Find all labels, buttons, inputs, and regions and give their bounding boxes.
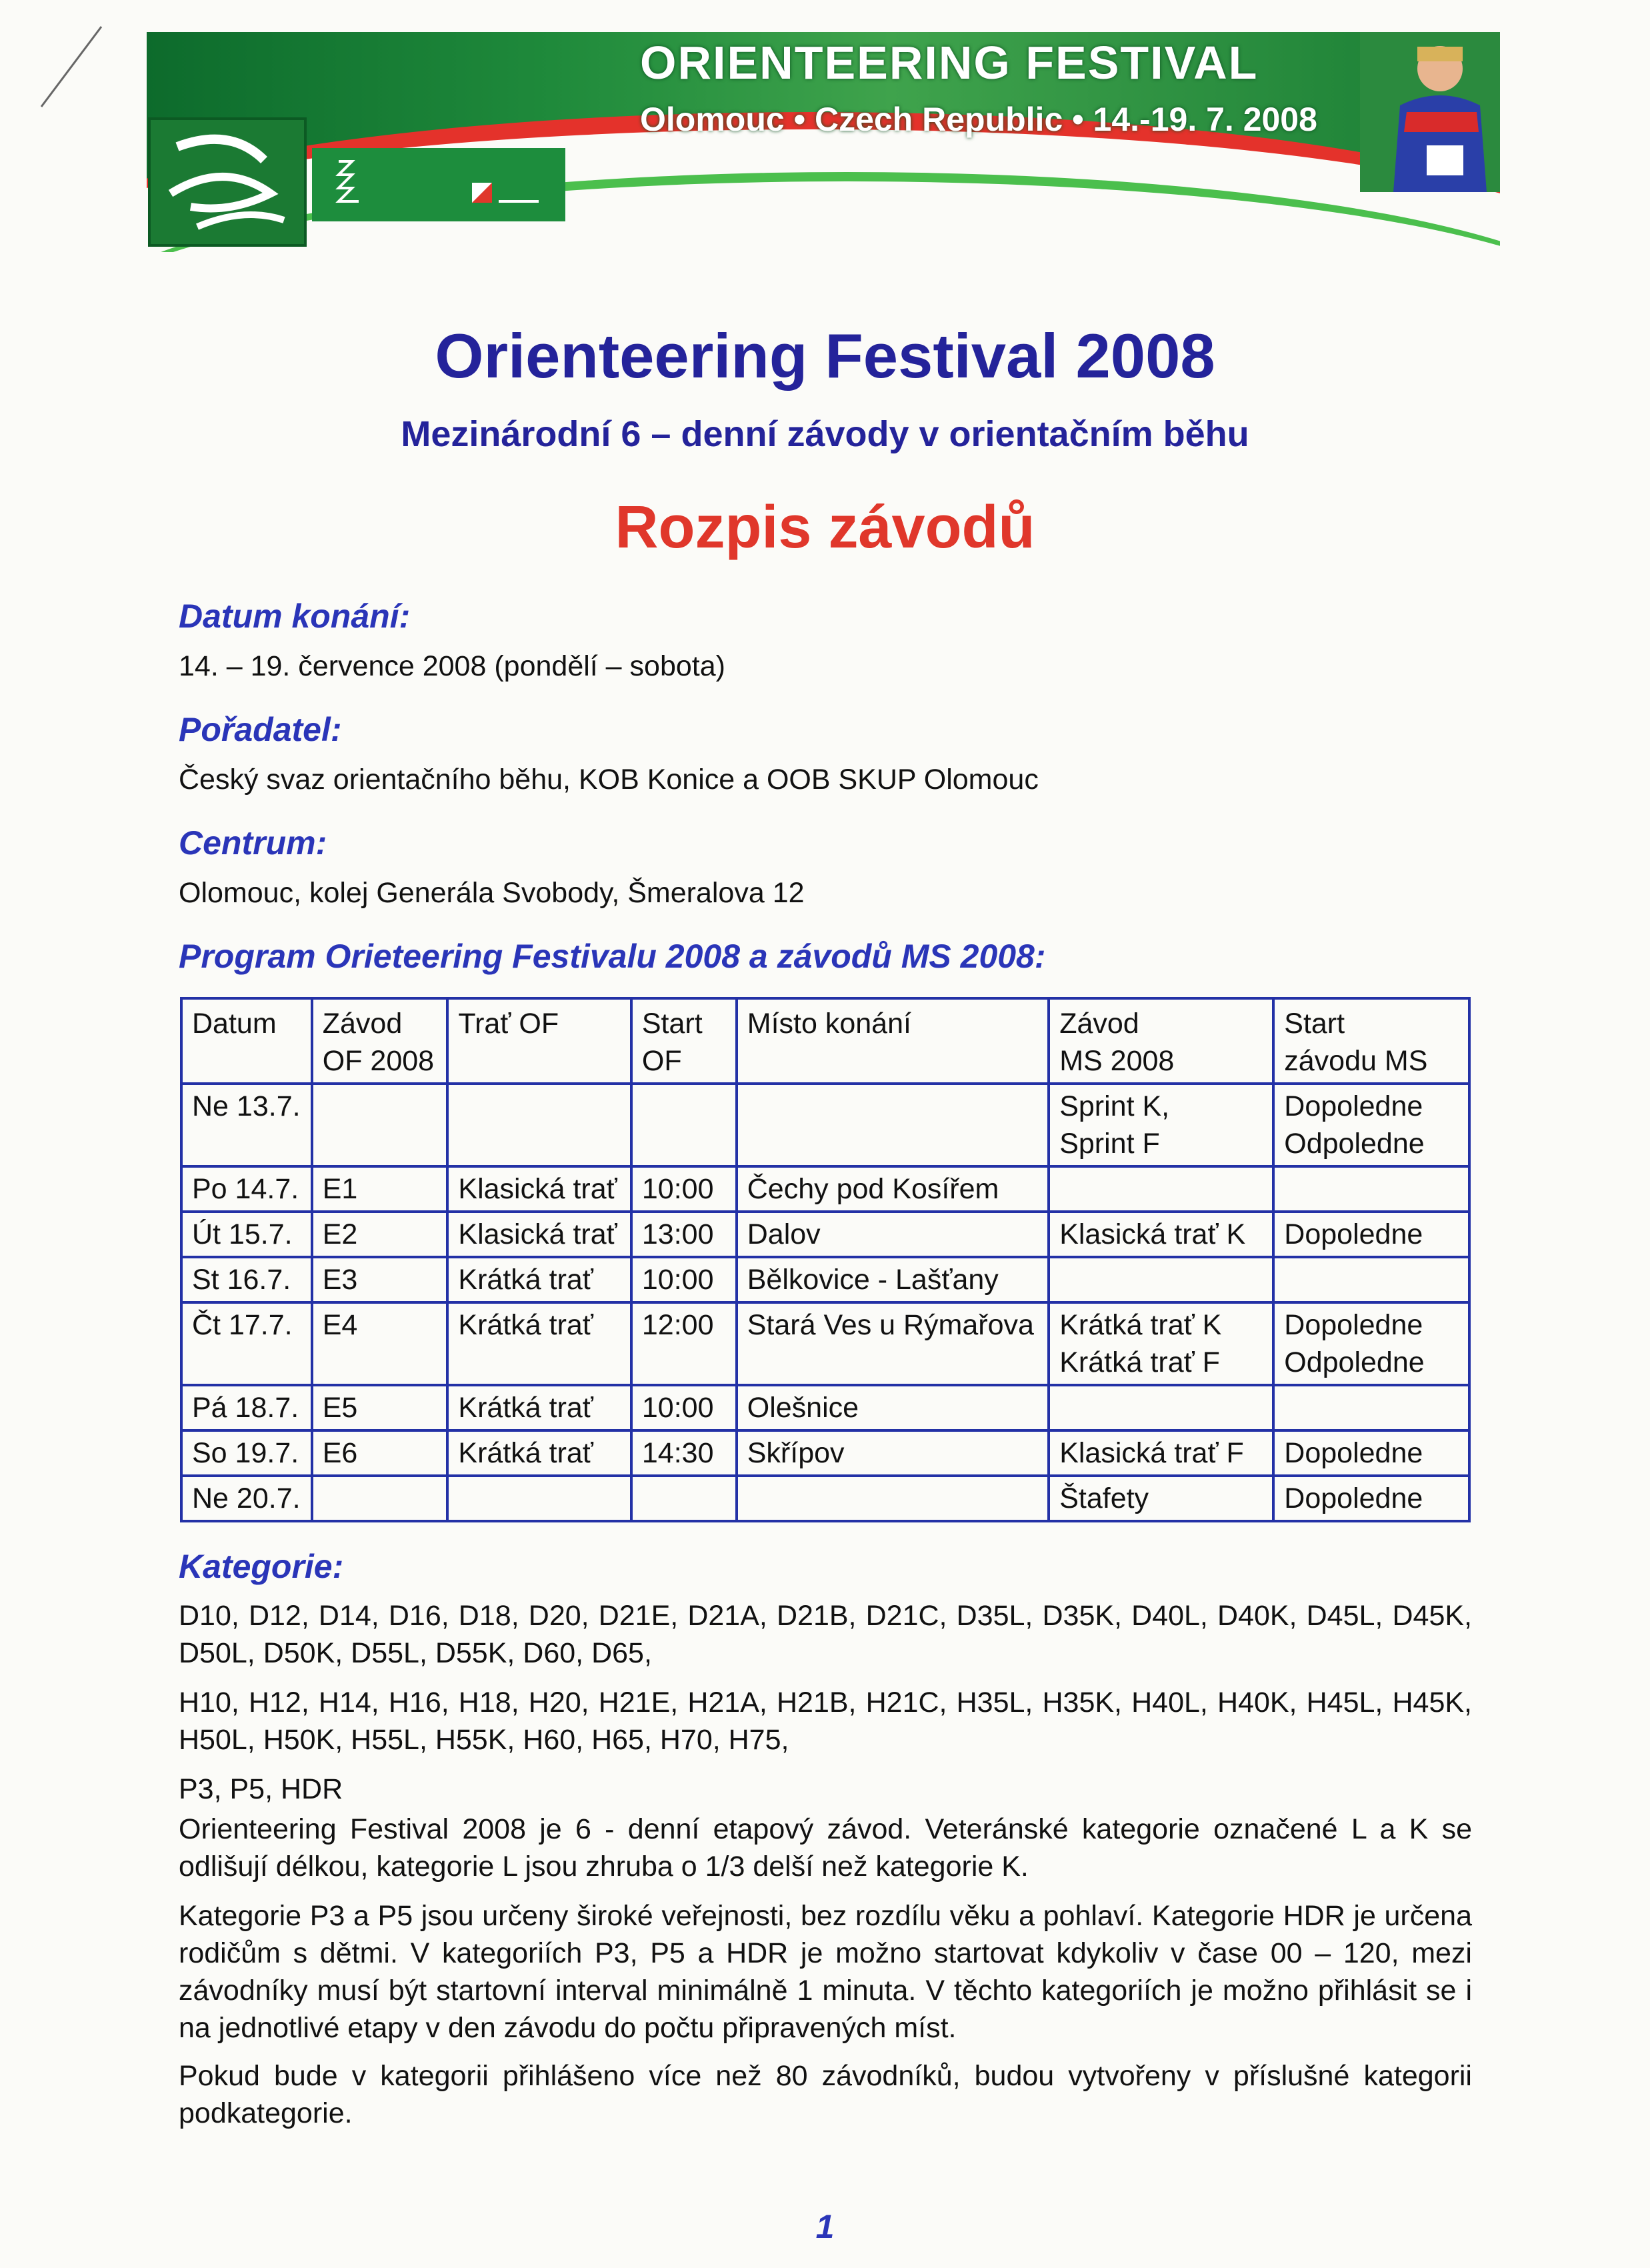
table-cell [1049,1385,1273,1430]
table-cell [312,1212,448,1257]
cell-line: E5 [322,1392,358,1424]
organizer-label: Pořadatel: [179,711,342,748]
cell-line: Sprint F [1059,1128,1160,1160]
table-row [181,1166,1469,1212]
cell-line [323,1088,437,1125]
table-cell [1273,1212,1469,1257]
cell-line [458,1480,620,1517]
cell-line: Klasická trať F [1059,1437,1244,1469]
cell-line: 13:00 [641,1218,714,1250]
cell-line: Stará Ves u Rýmařova [747,1309,1034,1341]
categories-label: Kategorie: [179,1548,344,1585]
table-row [181,1212,1469,1257]
table-cell [447,1476,631,1521]
table-header-row [181,998,1469,1084]
table-cell [1049,1302,1273,1385]
header-line: OF [641,1045,682,1077]
cell-line: Po 14.7. [192,1173,299,1205]
table-header-cell [737,998,1049,1084]
categories-paragraph-2: Kategorie P3 a P5 jsou určeny široké veřejnosti, bez rozdílu věku a pohlaví. Kategorie HDR je určena rodičům s dětmi. V kategoriích P3, P5 a HDR je možno startovat kdykoliv v čase 00 – 120, mezi závodníky musí být startovní interval minimálně 1 minuta. V těchto kategoriích je možno přihlásit se i na jednotlivé etapy v den závodu do počtu připravených míst. [179,1900,1472,2044]
cell-line: Olešnice [747,1392,859,1424]
cell-line [642,1480,726,1517]
table-header-cell [631,998,737,1084]
header-line: Datum [192,1008,277,1040]
table-cell [737,1385,1049,1430]
table-cell [737,1166,1049,1212]
table-cell [1273,1166,1469,1212]
header-line: OF 2008 [322,1045,435,1077]
festival-logo [148,117,307,247]
table-cell [312,1430,448,1476]
table-cell [447,1302,631,1385]
cell-line: Čechy pod Kosířem [747,1173,999,1205]
page-title: Orienteering Festival 2008 [435,321,1215,391]
table-cell [737,1476,1049,1521]
program-label: Program Orieteering Festivalu 2008 a závodů MS 2008: [179,938,1046,975]
cell-line: Skřípov [747,1437,845,1469]
table-cell [1273,1257,1469,1302]
table-cell [447,1166,631,1212]
cell-line: Ne 20.7. [192,1482,301,1514]
table-cell [181,1257,312,1302]
cell-line: 10:00 [641,1392,714,1424]
table-cell [1273,1476,1469,1521]
cell-line: E6 [322,1437,358,1469]
table-header-cell [447,998,631,1084]
categories-paragraph-1: Orienteering Festival 2008 je 6 - denní etapový závod. Veteránské kategorie označené L a K se odlišují délkou, kategorie L jsou zhruba o 1/3 delší než kategorie K. [179,1813,1472,1883]
cell-line: So 19.7. [192,1437,299,1469]
cell-line: Dopoledne [1284,1437,1423,1469]
table-cell [447,1257,631,1302]
table-cell [1273,1385,1469,1430]
cell-line: Odpoledne [1284,1128,1425,1160]
table-header-cell [1049,998,1273,1084]
organizer-text: Český svaz orientačního běhu, KOB Konice a OOB SKUP Olomouc [179,764,1039,796]
table-cell [1049,1212,1273,1257]
table-cell [181,1212,312,1257]
banner-title: ORIENTEERING FESTIVAL [640,37,1259,89]
header-line: Závod [322,1008,403,1040]
cell-line [1059,1261,1263,1298]
table-cell [1049,1084,1273,1166]
cell-line: E2 [322,1218,358,1250]
cell-line: Dalov [747,1218,821,1250]
header-line: Trať OF [458,1008,559,1040]
cell-line: Pá 18.7. [192,1392,299,1424]
table-cell [312,1302,448,1385]
table-row [181,1302,1469,1385]
table-cell [447,1212,631,1257]
cell-line: 14:30 [641,1437,714,1469]
page-subtitle: Mezinárodní 6 – denní závody v orientačním běhu [401,414,1249,454]
table-row [181,1430,1469,1476]
table-cell [181,1430,312,1476]
cell-line: Odpoledne [1284,1346,1425,1378]
header-line: Závod [1059,1008,1139,1040]
table-header-cell [312,998,448,1084]
athlete-photo [1360,32,1500,192]
cell-line: Sprint K, [1059,1090,1170,1122]
table-cell [631,1084,737,1166]
cell-line: Čt 17.7. [192,1309,293,1341]
table-cell [737,1302,1049,1385]
cell-line: Dopoledne [1284,1482,1423,1514]
table-cell [1049,1476,1273,1521]
cell-line [1059,1170,1263,1208]
table-cell [1273,1302,1469,1385]
cell-line: Dopoledne [1284,1309,1423,1341]
categories-paragraph-3: Pokud bude v kategorii přihlášeno více než 80 závodníků, budou vytvořeny v příslušné kategorii podkategorie. [179,2060,1472,2129]
cell-line [1284,1389,1459,1426]
table-cell [631,1476,737,1521]
cell-line [1284,1170,1459,1208]
banner-subtitle: Olomouc • Czech Republic • 14.-19. 7. 2008 [640,101,1317,138]
table-cell [312,1476,448,1521]
header-line: Start [641,1008,703,1040]
table-cell [737,1430,1049,1476]
cell-line: Krátká trať [458,1437,593,1469]
table-cell [181,1476,312,1521]
open-categories: P3, P5, HDR [179,1773,343,1805]
cell-line: Krátká trať [458,1309,593,1341]
header-line: MS 2008 [1059,1045,1175,1077]
table-cell [1049,1166,1273,1212]
table-cell [447,1084,631,1166]
cell-line: Dopoledne [1284,1090,1423,1122]
cell-line: Krátká trať F [1059,1346,1220,1378]
cell-line: Klasická trať [458,1218,617,1250]
cell-line: Krátká trať [458,1264,593,1296]
table-row [181,1476,1469,1521]
cell-line: Klasická trať [458,1173,617,1205]
cell-line: E3 [322,1264,358,1296]
orienteering-flag-logo [312,148,565,221]
table-cell [181,1084,312,1166]
table-cell [181,1302,312,1385]
cell-line [458,1088,620,1125]
header-line: Start [1284,1008,1345,1040]
table-cell [737,1257,1049,1302]
program-table [180,997,1471,1522]
cell-line: Klasická trať K [1059,1218,1246,1250]
cell-line [747,1088,1038,1125]
header-line: závodu MS [1284,1045,1428,1077]
table-cell [737,1212,1049,1257]
table-row [181,1084,1469,1166]
cell-line: St 16.7. [192,1264,291,1296]
table-cell [631,1212,737,1257]
table-cell [631,1166,737,1212]
cell-line: 10:00 [641,1264,714,1296]
table-cell [737,1084,1049,1166]
table-cell [1049,1430,1273,1476]
table-cell [631,1302,737,1385]
table-cell [312,1257,448,1302]
cell-line: Krátká trať K [1059,1309,1222,1341]
cell-line [1059,1389,1263,1426]
table-cell [447,1430,631,1476]
table-header-cell [181,998,312,1084]
header-line: Místo konání [747,1008,911,1040]
table-cell [312,1166,448,1212]
table-row [181,1385,1469,1430]
date-text: 14. – 19. července 2008 (pondělí – sobota) [179,650,725,682]
cell-line: Dopoledne [1284,1218,1423,1250]
cell-line [1284,1261,1459,1298]
date-label: Datum konání: [179,598,411,635]
table-header-cell [1273,998,1469,1084]
table-cell [631,1430,737,1476]
table-row [181,1257,1469,1302]
cell-line: Bělkovice - Lašťany [747,1264,999,1296]
table-cell [1049,1257,1273,1302]
table-cell [1273,1084,1469,1166]
table-cell [181,1385,312,1430]
cell-line: E1 [322,1173,358,1205]
table-cell [447,1385,631,1430]
scan-mark [28,20,108,113]
table-cell [181,1166,312,1212]
cell-line: Štafety [1059,1482,1149,1514]
page-number: 1 [815,2208,835,2245]
cell-line [747,1480,1038,1517]
cell-line [642,1088,726,1125]
table-cell [631,1257,737,1302]
cell-line: 10:00 [641,1173,714,1205]
table-cell [312,1084,448,1166]
table-cell [631,1385,737,1430]
cell-line: 12:00 [641,1309,714,1341]
table-cell [312,1385,448,1430]
cell-line: Út 15.7. [192,1218,293,1250]
centre-text: Olomouc, kolej Generála Svobody, Šmeralova 12 [179,877,805,909]
document-heading: Rozpis závodů [615,494,1035,561]
women-categories: D10, D12, D14, D16, D18, D20, D21E, D21A, D21B, D21C, D35L, D35K, D40L, D40K, D45L, D45K, D50L, D50K, D55L, D55K, D60, D65, [179,1600,1472,1669]
centre-label: Centrum: [179,824,327,862]
cell-line: Krátká trať [458,1392,593,1424]
table-cell [1273,1430,1469,1476]
cell-line [323,1480,437,1517]
table-body [181,1084,1469,1521]
cell-line: Ne 13.7. [192,1090,301,1122]
men-categories: H10, H12, H14, H16, H18, H20, H21E, H21A, H21B, H21C, H35L, H35K, H40L, H40K, H45L, H45K, H50L, H50K, H55L, H55K, H60, H65, H70, H75, [179,1686,1472,1756]
cell-line: E4 [322,1309,358,1341]
